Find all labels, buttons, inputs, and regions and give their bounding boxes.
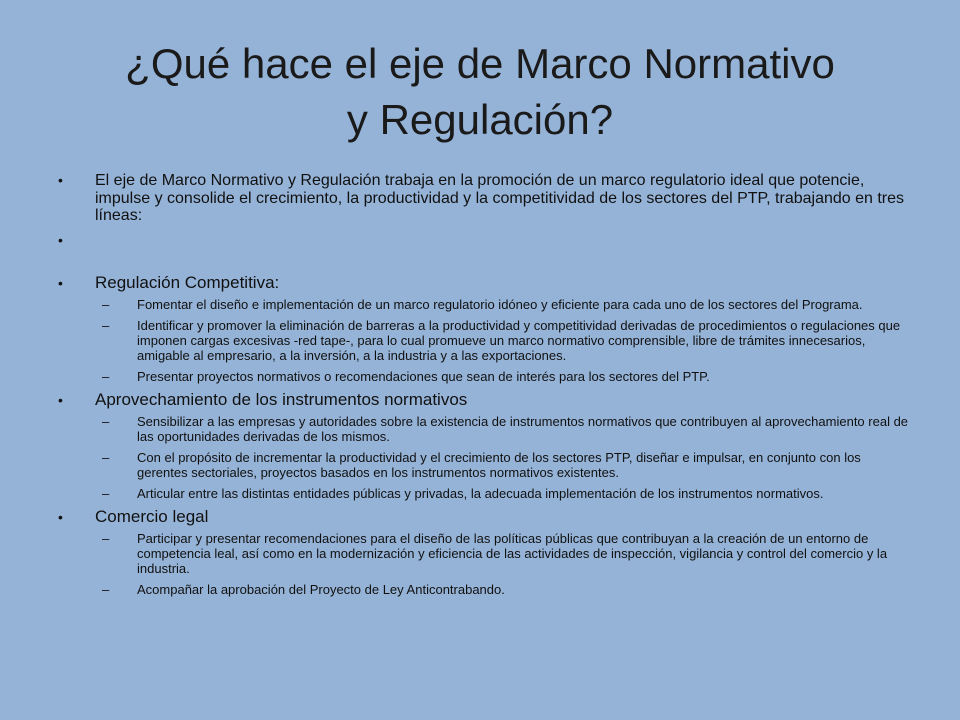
bullet-heading: Regulación Competitiva:: [95, 272, 280, 292]
sub-bullet: [58, 297, 910, 312]
sub-bullet: [58, 582, 910, 597]
dash-icon: –: [102, 581, 110, 597]
slide-title: [40, 36, 920, 148]
sub-bullet: [58, 531, 910, 576]
bullet-empty: [58, 232, 910, 250]
sub-bullet: [58, 318, 910, 363]
dash-icon: –: [102, 368, 110, 384]
bullet-icon: •: [58, 508, 63, 525]
sub-bullet-text: Identificar y promover la eliminación de barreras a la productividad y competitividad derivadas de procedimientos o regulaciones que imponen cargas excesivas -red tape-, para lo cual promueve un marco normativo comprensible, libre de trámites innecesarios, amigable al empresario, a la inversión, a la industria y a las exportaciones.: [137, 317, 901, 363]
bullet-icon: •: [58, 391, 63, 408]
sub-bullet-text: Acompañar la aprobación del Proyecto de Ley Anticontrabando.: [137, 581, 505, 597]
bullet-intro-text: El eje de Marco Normativo y Regulación trabaja en la promoción de un marco regulatorio ideal que potencie, impulse y consolide el crecimiento, la productividad y la competitividad de los sectores del PTP, trabajando en tres líneas:: [95, 172, 905, 224]
sub-bullet-text: Fomentar el diseño e implementación de un marco regulatorio idóneo y eficiente para cada uno de los sectores del Programa.: [137, 296, 863, 312]
dash-icon: –: [102, 485, 110, 501]
bullet-comercio-legal: [58, 507, 910, 527]
dash-icon: –: [102, 296, 110, 312]
sub-bullet-text: Con el propósito de incrementar la productividad y el crecimiento de los sectores PTP, diseñar e impulsar, en conjunto con los gerentes sectoriales, proyectos basados en los instrumentos normativos existentes.: [137, 449, 861, 480]
bullet-regulacion-competitiva: [58, 273, 910, 293]
sub-bullet-text: Participar y presentar recomendaciones para el diseño de las políticas públicas que contribuyan a la creación de un entorno de competencia leal, así como en la modernización y eficiencia de las actividades de inspección, vigilancia y control del comercio y la industria.: [137, 530, 888, 576]
bullet-icon: •: [58, 274, 63, 291]
bullet-icon: •: [58, 172, 63, 188]
bullet-icon: •: [58, 231, 63, 248]
bullet-heading: Aprovechamiento de los instrumentos normativos: [95, 389, 468, 409]
bullet-aprovechamiento: [58, 390, 910, 410]
bullet-intro: [58, 172, 910, 225]
sub-bullet: [58, 486, 910, 501]
slide-body: [58, 172, 910, 603]
dash-icon: –: [102, 530, 110, 546]
sub-bullet-text: Presentar proyectos normativos o recomendaciones que sean de interés para los sectores del PTP.: [137, 368, 710, 384]
sub-bullet-text: Sensibilizar a las empresas y autoridades sobre la existencia de instrumentos normativos que contribuyen al aprovechamiento real de las oportunidades derivadas de los mismos.: [137, 413, 909, 444]
dash-icon: –: [102, 413, 110, 429]
sub-bullet: [58, 450, 910, 480]
slide-title-line-1: ¿Qué hace el eje de Marco Normativo: [125, 40, 835, 87]
dash-icon: –: [102, 317, 110, 333]
slide-title-line-2: y Regulación?: [346, 96, 614, 143]
bullet-heading: Comercio legal: [95, 506, 209, 526]
sub-bullet: [58, 414, 910, 444]
sub-bullet-text: Articular entre las distintas entidades públicas y privadas, la adecuada implementación de los instrumentos normativos.: [137, 485, 824, 501]
dash-icon: –: [102, 449, 110, 465]
sub-bullet: [58, 369, 910, 384]
